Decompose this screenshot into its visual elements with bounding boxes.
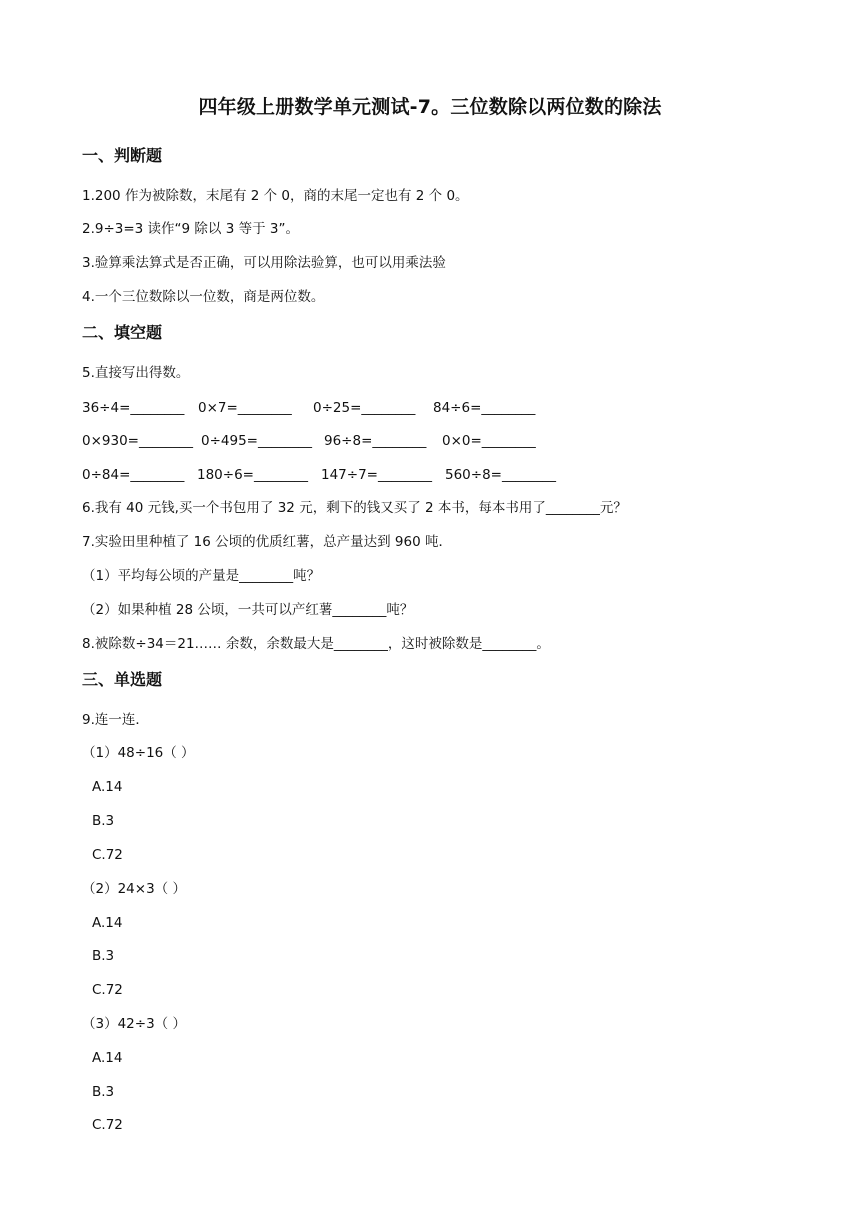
page-title: 四年级上册数学单元测试-7。三位数除以两位数的除法	[198, 96, 662, 118]
question-2: 2.9÷3=3 读作“9 除以 3 等于 3”。	[82, 221, 299, 237]
calc-item: 0×0=________	[442, 433, 536, 449]
section-heading-fill-blank: 二、填空题	[82, 323, 163, 342]
calc-item: 0÷25=________	[313, 400, 416, 416]
calc-item: 0×930=________	[82, 433, 193, 449]
question-1: 1.200 作为被除数，末尾有 2 个 0，商的末尾一定也有 2 个 0。	[82, 188, 469, 204]
calc-item: 84÷6=________	[433, 400, 536, 416]
question-7: 7.实验田里种植了 16 公顷的优质红薯，总产量达到 960 吨．	[82, 534, 452, 550]
calc-item: 96÷8=________	[324, 433, 427, 449]
option-a[interactable]: A.14	[92, 915, 123, 931]
calc-item: 560÷8=________	[445, 467, 556, 483]
question-9: 9.连一连．	[82, 712, 149, 728]
option-c[interactable]: C.72	[92, 847, 123, 863]
question-9-part-3: （3）42÷3（ ）	[82, 1016, 186, 1032]
calc-item: 147÷7=________	[321, 467, 432, 483]
question-9-part-2: （2）24×3（ ）	[82, 881, 186, 897]
calc-row-3	[82, 465, 556, 485]
option-a[interactable]: A.14	[92, 1050, 123, 1066]
section-heading-judgment: 一、判断题	[82, 146, 163, 165]
option-c[interactable]: C.72	[92, 982, 123, 998]
calc-row-1	[82, 398, 535, 418]
calc-item: 0÷495=________	[201, 433, 312, 449]
question-3: 3.验算乘法算式是否正确，可以用除法验算，也可以用乘法验	[82, 255, 446, 271]
option-c[interactable]: C.72	[92, 1117, 123, 1133]
calc-row-2	[82, 431, 536, 451]
question-7-part-2: （2）如果种植 28 公顷，一共可以产红薯________吨？	[82, 602, 414, 618]
question-6: 6.我有 40 元钱,买一个书包用了 32 元，剩下的钱又买了 2 本书，每本书用了________元？	[82, 500, 627, 516]
option-b[interactable]: B.3	[92, 948, 115, 964]
question-4: 4.一个三位数除以一位数，商是两位数。	[82, 289, 325, 305]
section-heading-single-choice: 三、单选题	[82, 670, 163, 689]
option-b[interactable]: B.3	[92, 813, 115, 829]
calc-item: 0÷84=________	[82, 467, 185, 483]
calc-item: 0×7=________	[198, 400, 292, 416]
calc-item: 36÷4=________	[82, 400, 185, 416]
question-9-part-1: （1）48÷16（ ）	[82, 745, 195, 761]
option-b[interactable]: B.3	[92, 1084, 115, 1100]
calc-item: 180÷6=________	[197, 467, 308, 483]
question-5: 5.直接写出得数。	[82, 365, 190, 381]
option-a[interactable]: A.14	[92, 779, 123, 795]
question-8: 8.被除数÷34＝21…… 余数，余数最大是________，这时被除数是________。	[82, 636, 550, 652]
question-7-part-1: （1）平均每公顷的产量是________吨？	[82, 568, 321, 584]
